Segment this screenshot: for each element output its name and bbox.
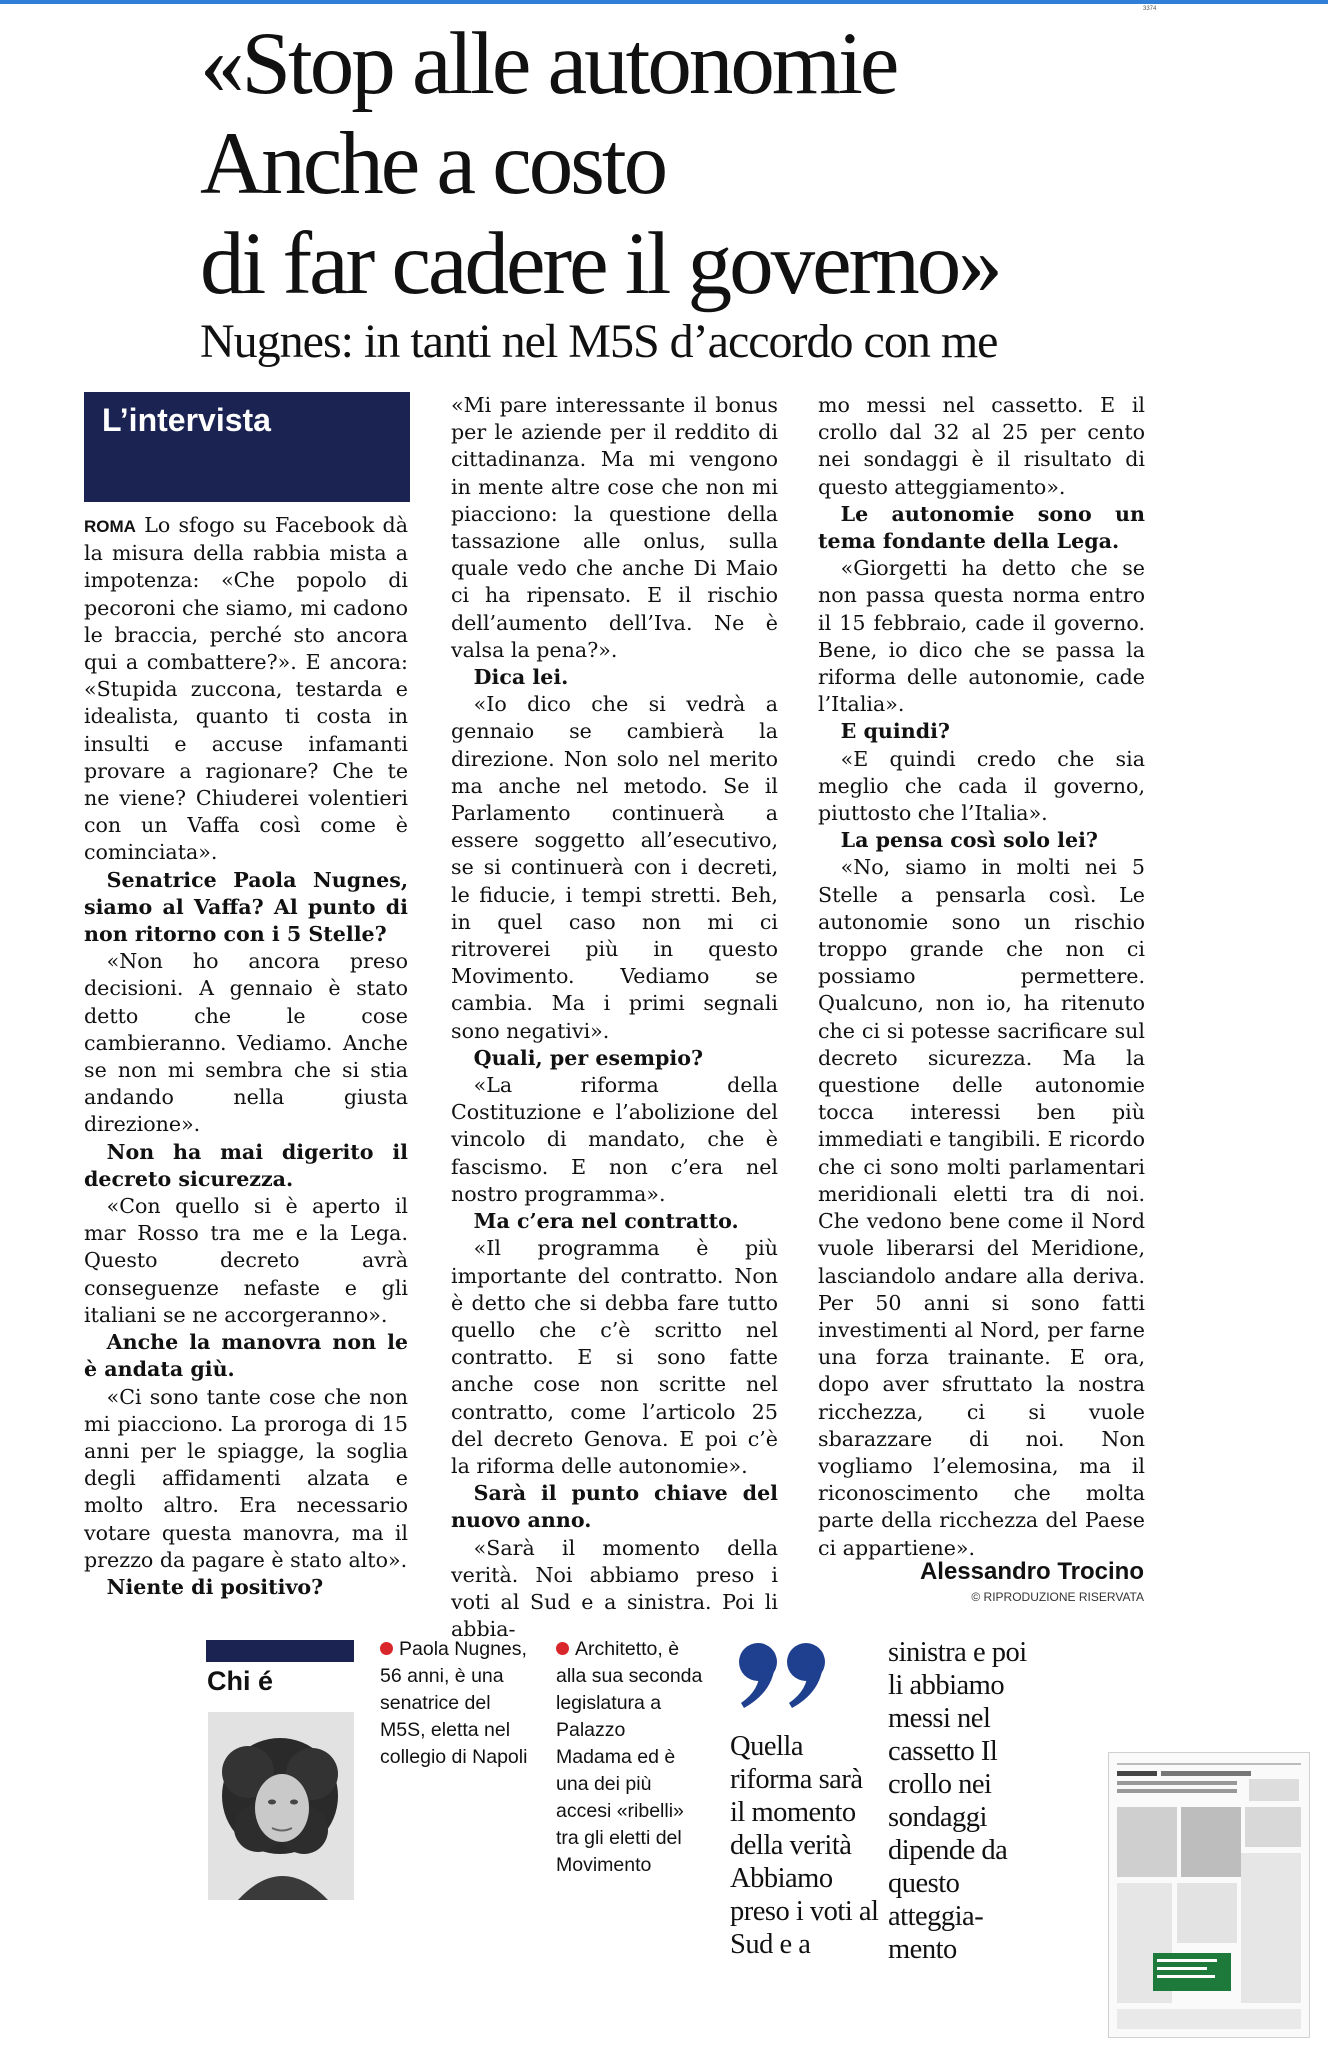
dateline: ROMA	[84, 517, 136, 536]
interview-question: Niente di positivo?	[106, 1574, 324, 1599]
headline	[200, 14, 1220, 314]
interview-question: Le autonomie sono un tema fondante della Lega.	[818, 501, 1145, 554]
section-kicker	[84, 392, 410, 502]
interview-answer: «Con quello si è aperto il mar Rosso tra me e la Lega. Questo decreto avrà conseguenze nefaste e gli italiani se ne accorgeranno».	[84, 1194, 408, 1327]
article-column-3	[818, 392, 1145, 1562]
headline-line-2: Anche a costo	[200, 115, 666, 213]
interview-question: E quindi?	[840, 719, 950, 744]
pull-quote-part-1: Quella riforma sarà il momento della verità Abbiamo preso i voti al Sud e a	[730, 1731, 879, 1960]
interview-answer: «Ci sono tante cose che non mi piacciono. La proroga di 15 anni per le spiagge, la soglia degli affidamenti alzata e molto altro. Era necessario votare questa manovra, ma il prezzo da pagare è stato alto».	[84, 1384, 408, 1572]
interview-answer: mo messi nel cassetto. E il crollo dal 32 al 25 per cento nei sondaggi è il risultato di questo atteggiamento».	[818, 393, 1145, 499]
headline-line-1: «Stop alle autonomie	[200, 15, 897, 113]
bio-item-1: Paola Nugnes, 56 anni, è una senatrice del M5S, eletta nel collegio di Napoli	[380, 1638, 528, 1768]
interview-question: Anche la manovra non le è andata giù.	[84, 1330, 408, 1382]
bullet-dot	[556, 1642, 569, 1655]
interview-question: Ma c’era nel contratto.	[473, 1209, 739, 1234]
kicker-label: L’intervista	[102, 402, 271, 438]
chi-e-title: Chi é	[207, 1666, 274, 1696]
chi-e-bar	[206, 1640, 354, 1662]
interview-question: Sarà il punto chiave del nuovo anno.	[451, 1481, 778, 1533]
portrait-photo	[208, 1712, 354, 1900]
interview-answer: «Giorgetti ha detto che se non passa questa norma entro il 15 febbraio, cade il governo. Bene, io dico che se passa la riforma delle autonomie, cade l’Italia».	[818, 556, 1145, 717]
top-rule	[0, 0, 1328, 4]
page-mark: 3374	[1143, 6, 1157, 12]
copyright-notice: © RIPRODUZIONE RISERVATA	[971, 1590, 1144, 1604]
quote-mark-icon	[736, 1640, 832, 1712]
article-column-2	[451, 392, 778, 1643]
interview-answer: «E quindi credo che sia meglio che cada il governo, piuttosto che l’Italia».	[818, 746, 1145, 826]
article-column-1	[84, 512, 408, 1601]
subheadline: Nugnes: in tanti nel M5S d’accordo con me	[200, 315, 998, 368]
interview-question: Senatrice Paola Nugnes, siamo al Vaffa? Al punto di non ritorno con i 5 Stelle?	[84, 867, 408, 947]
interview-answer: «Sarà il momento della verità. Noi abbiamo preso i voti al Sud e a sinistra. Poi li abbia-	[451, 1535, 778, 1642]
article-paragraph: ROMA Lo sfogo su Facebook dà la misura della rabbia mista a impotenza: «Che popolo di pecoroni che siamo, mi cadono le braccia, perché sto ancora qui a combattere?». E ancora: «Stupida zuccona, testarda e idealista, quanto ti costa in insulti e accuse infamanti provare a ragionare? Che te ne viene? Chiuderei volentieri con un Vaffa così come è cominciata».	[84, 513, 408, 865]
page-thumbnail	[1108, 1752, 1310, 2038]
interview-answer: «Il programma è più importante del contratto. Non è detto che si debba fare tutto quello che c’è scritto nel contratto. E si sono fatte anche cose non scritte nel contratto, come l’articolo 25 del decreto Genova. E poi c’è la riforma delle autonomie».	[451, 1236, 778, 1478]
bullet-dot	[380, 1642, 393, 1655]
pull-quote-part-2: sinistra e poi li abbiamo messi nel cassetto Il crollo nei sondaggi dipende da questo atteggia-mento	[888, 1637, 1027, 1965]
author-byline: Alessandro Trocino	[919, 1558, 1144, 1585]
interview-answer: «Mi pare interessante il bonus per le aziende per il reddito di cittadinanza. Ma mi vengono in mente altre cose che non mi piacciono: la questione della tassazione alle onlus, sulla quale vedo che anche Di Maio ci ha ripensato. E il rischio dell’aumento dell’Iva. Ne è valsa la pena?».	[451, 393, 778, 662]
bio-item-2: Architetto, è alla sua seconda legislatura a Palazzo Madama ed è una dei più accesi «ribelli» tra gli eletti del Movimento	[556, 1638, 703, 1876]
headline-line-3: di far cadere il governo»	[200, 215, 1000, 313]
interview-question: Non ha mai digerito il decreto sicurezza.	[84, 1139, 408, 1191]
interview-question: Dica lei.	[473, 665, 569, 690]
interview-answer: «Io dico che si vedrà a gennaio se cambierà la direzione. Non solo nel merito ma anche nel metodo. Se il Parlamento continuerà a essere soggetto all’esecutivo, se si continuerà con i decreti, le fiducie, i tempi stretti. Beh, in quel caso non mi ci ritroverei più in questo Movimento. Vediamo se cambia. Ma i primi segnali sono negativi».	[451, 692, 778, 1043]
interview-question: Quali, per esempio?	[473, 1045, 704, 1070]
interview-question: La pensa così solo lei?	[840, 828, 1098, 853]
interview-answer: «Non ho ancora preso decisioni. A gennaio è stato detto che le cose cambieranno. Vediamo. Anche se non mi sembra che si stia andando nella giusta direzione».	[84, 949, 408, 1137]
interview-answer: «La riforma della Costituzione e l’abolizione del vincolo di mandato, che è fascismo. E non c’era nel nostro programma».	[451, 1073, 778, 1206]
interview-answer: «No, siamo in molti nei 5 Stelle a pensarla così. Le autonomie sono un rischio troppo grande che non ci possiamo permettere. Qualcuno, non io, ha ritenuto che ci si potesse sacrificare sul decreto sicurezza. Ma la questione delle autonomie tocca interessi ben più immediati e tangibili. E ricordo che ci sono molti parlamentari meridionali eletti tra di noi. Che vedono bene come il Nord vuole liberarsi del Meridione, lasciandolo andare alla deriva. Per 50 anni si sono fatti investimenti al Nord, per farne una forza trainante. E ora, dopo aver sfruttato la nostra ricchezza, ci si vuole sbarazzare di noi. Non vogliamo l’elemosina, ma il riconoscimento che molta parte della ricchezza del Paese ci appartiene».	[818, 855, 1146, 1560]
